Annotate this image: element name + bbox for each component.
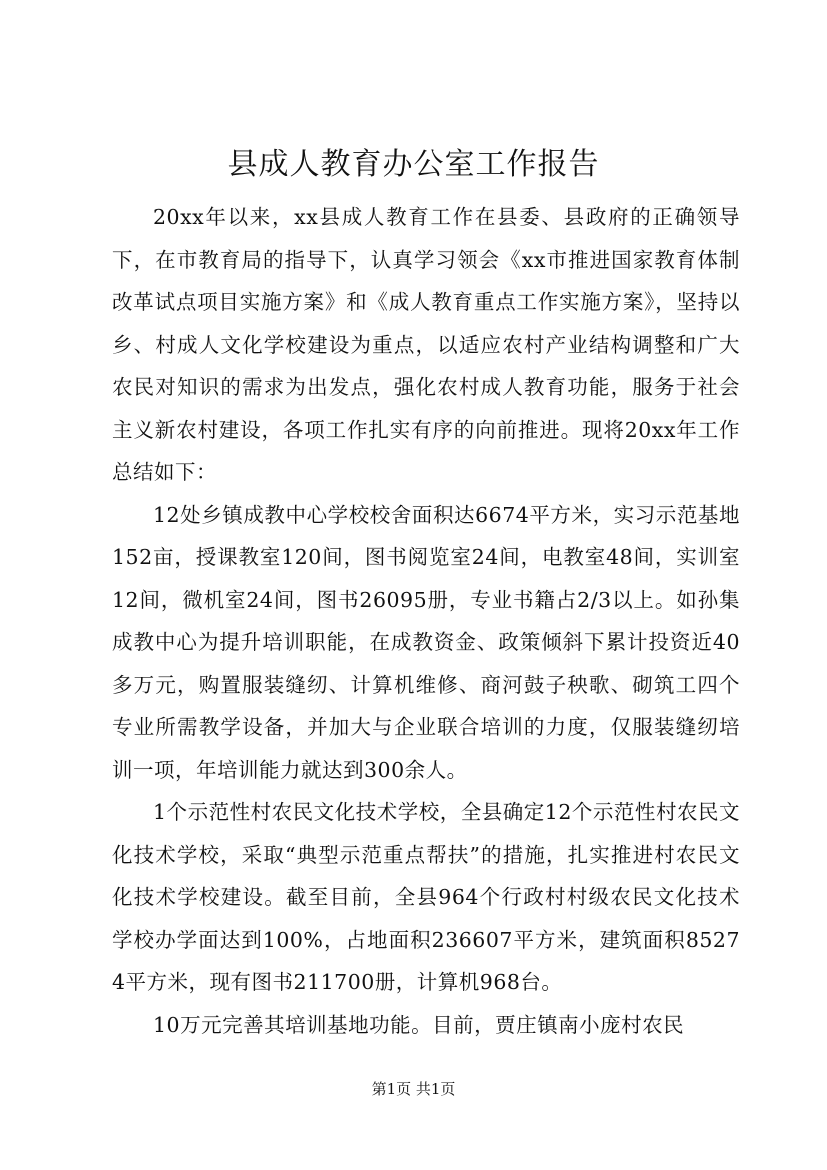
paragraph-intro: 20xx年以来，xx县成人教育工作在县委、县政府的正确领导下，在市教育局的指导下，认真学习领会《xx市推进国家教育体制改革试点项目实施方案》和《成人教育重点工作实施方案》，坚持以乡、村成人文化学校建设为重点，以适应农村产业结构调整和广大农民对知识的需求为出发点，强化农村成人教育功能，服务于社会主义新农村建设，各项工作扎实有序的向前推进。现将20xx年工作总结如下： — [112, 205, 740, 484]
paragraph-village-schools: 1个示范性村农民文化技术学校，全县确定12个示范性村农民文化技术学校，采取“典型示范重点帮扶”的措施，扎实推进村农民文化技术学校建设。截至目前，全县964个行政村村级农民文化技术学校办学面达到100%，占地面积236607平方米，建筑面积85274平方米，现有图书211700册，计算机968台。 — [112, 800, 740, 994]
document-body — [112, 196, 740, 1046]
page-footer — [0, 1079, 827, 1099]
document-title: 县成人教育办公室工作报告 — [227, 147, 600, 182]
paragraph-town-schools: 12处乡镇成教中心学校校舍面积达6674平方米，实习示范基地152亩，授课教室120间，图书阅览室24间，电教室48间，实训室12间，微机室24间，图书26095册，专业书籍占2/3以上。如孙集成教中心为提升培训职能，在成教资金、政策倾斜下累计投资近40多万元，购置服装缝纫、计算机维修、商河鼓子秧歌、砌筑工四个专业所需教学设备，并加大与企业联合培训的力度，仅服装缝纫培训一项，年培训能力就达到300余人。 — [112, 502, 740, 782]
page-number: 第1页 共1页 — [371, 1080, 456, 1098]
paragraph-training-base: 10万元完善其培训基地功能。目前，贾庄镇南小庞村农民 — [153, 1012, 685, 1037]
